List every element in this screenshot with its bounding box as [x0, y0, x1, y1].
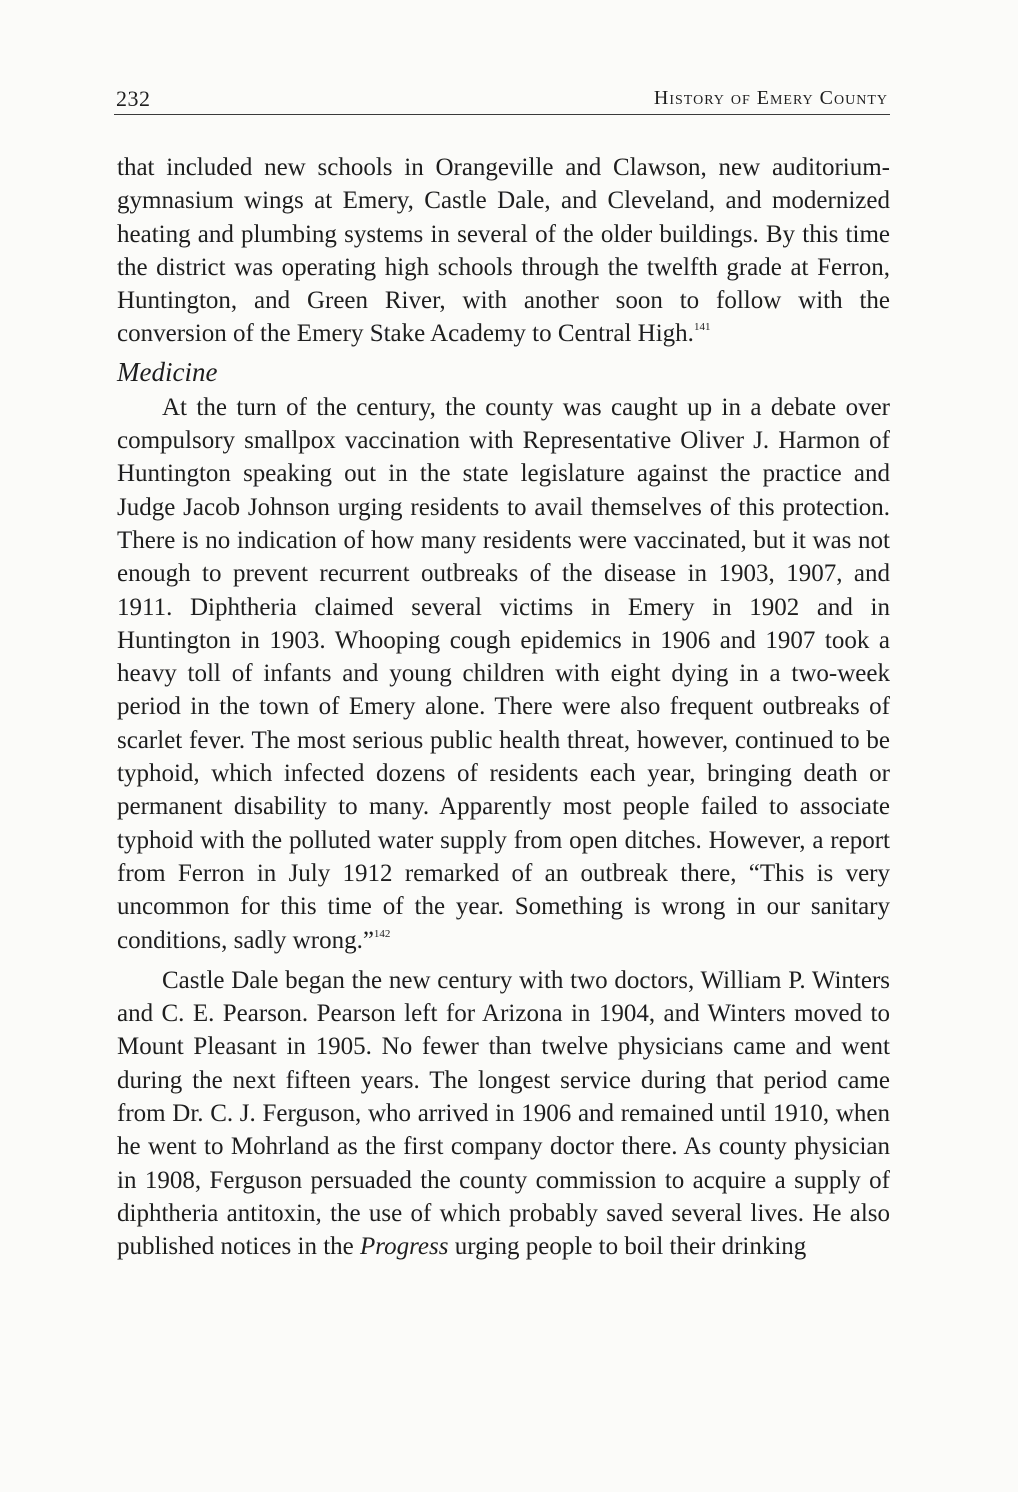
- footnote-reference: 141: [693, 321, 711, 334]
- paragraph-text: Castle Dale began the new century with two doctors, William P. Winters and C. E. Pearson. Pearson left for Arizona in 1904, and Winters moved to Mount Pleasant in 1905. No fewer than twelve physicians came and went during the next fifteen years. The longest service during that period came from Dr. C. J. Ferguson, who arrived in 1906 and remained until 1910, when he went to Mohrland as the first company doctor there. As county physician in 1908, Ferguson persuaded the county commission to acquire a supply of diphtheria antitoxin, the use of which probably saved several lives. He also published notices in the: [117, 966, 890, 1261]
- running-title: History of Emery County: [653, 87, 888, 109]
- paragraph-schools: [117, 151, 890, 351]
- paragraph-physicians: [117, 964, 890, 1264]
- running-head: [114, 84, 890, 115]
- newspaper-title: Progress: [360, 1233, 449, 1261]
- footnote-reference: 142: [373, 927, 391, 940]
- paragraph-text: urging people to boil their drinking: [448, 1233, 807, 1261]
- section-heading: Medicine: [117, 356, 218, 387]
- page-number: 232: [116, 86, 151, 111]
- paragraph-epidemics: [117, 391, 890, 957]
- paragraph-text: that included new schools in Orangeville and Clawson, new auditorium-gymnasium wings at Emery, Castle Dale, and Cleveland, and modernized heating and plumbing systems in several of the older buildings. By this time the district was operating high schools through the twelfth grade at Ferron, Huntington, and Green River, with another soon to follow with the conversion of the Emery Stake Academy to Central High.: [117, 154, 890, 348]
- paragraph-text: At the turn of the century, the county was caught up in a debate over compulsory smallpox vaccination with Representative Oliver J. Harmon of Huntington speaking out in the state legislature against the practice and Judge Jacob Johnson urging residents to avail themselves of this protection. There is no indication of how many residents were vaccinated, but it was not enough to prevent recurrent outbreaks of the disease in 1903, 1907, and 1911. Diphtheria claimed several victims in Emery in 1902 and in Huntington in 1903. Whooping cough epidemics in 1906 and 1907 took a heavy toll of infants and young children with eight dying in a two-week period in the town of Emery alone. There were also frequent outbreaks of scarlet fever. The most serious public health threat, however, continued to be typhoid, which infected dozens of residents each year, bringing death or permanent disability to many. Apparently most people failed to associate typhoid with the polluted water supply from open ditches. However, a report from Ferron in July 1912 remarked of an outbreak there, “This is very uncommon for this time of the year. Something is wrong in our sanitary conditions, sadly wrong.”: [117, 393, 890, 954]
- body-text: [117, 151, 890, 1264]
